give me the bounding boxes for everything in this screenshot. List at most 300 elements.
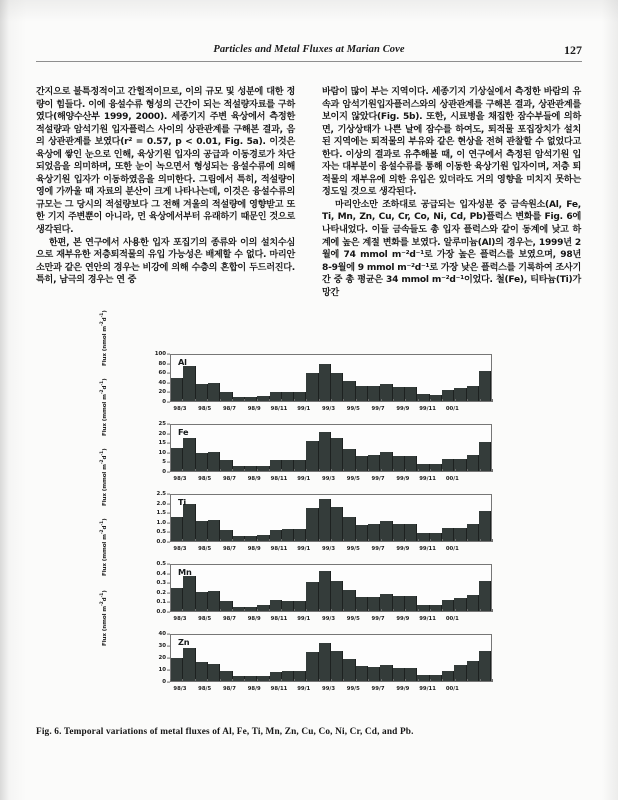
bar [430, 533, 442, 541]
x-tick-mark [442, 399, 443, 402]
bar [417, 533, 429, 541]
y-axis-label: Flux (nmol $m^{-2}d^{-1}$) [100, 590, 108, 646]
bar [319, 499, 331, 541]
x-tick-mark [182, 609, 183, 612]
x-tick-mark [244, 399, 245, 402]
x-tick-mark [195, 609, 196, 612]
x-tick-mark [306, 469, 307, 472]
bar [467, 455, 479, 471]
bar [393, 596, 405, 611]
bar [319, 364, 331, 401]
bar [356, 597, 368, 611]
x-tick-mark [319, 679, 320, 682]
bar [356, 456, 368, 471]
x-tick-mark [343, 469, 344, 472]
x-tick-label: 98/9 [247, 685, 261, 692]
x-tick-mark [319, 469, 320, 472]
x-tick-label: 98/5 [198, 475, 212, 482]
bar [417, 675, 429, 681]
x-tick-mark [195, 469, 196, 472]
x-tick-mark [232, 469, 233, 472]
y-tick-label: 0.2 [156, 589, 166, 596]
bar [245, 676, 257, 681]
x-tick-mark [455, 679, 456, 682]
bar [356, 525, 368, 541]
bar [257, 535, 269, 541]
y-tick-label: 0.4 [156, 570, 166, 577]
x-tick-mark [455, 609, 456, 612]
figure-6 [100, 310, 498, 720]
running-head-title: Particles and Metal Fluxes at Marian Cove [213, 44, 405, 55]
bar [479, 371, 491, 401]
bar [479, 442, 491, 471]
x-tick-label: 99/5 [346, 615, 360, 622]
bar [343, 381, 355, 401]
x-tick-mark [244, 539, 245, 542]
bar [196, 592, 208, 611]
paragraph: 간지으로 불특정적이고 간헐적이므로, 이의 규모 및 성분에 대한 정량이 힘들다. 이에 융설수류 형성의 근간이 되는 적설량자료를 구하였다(해양수산부 1999, 2000). 세종기지 주변 육상에서 측정한 적설량과 암석기원 입자플럭스 사이의 상관관계를 구해본 결과, 음의 상관관계를 보였다(r² = 0.57, p < 0.01, Fig. 5a). 이것은 육상에 쌓인 눈으로 인해, 육상기원 입자의 공급과 이동경로가 차단되었음을 의미하며, 또한 눈이 녹으면서 형성되는 융설수류에 의해 육상기원 입자가 이동하였음을 의미한다. 그림에서 특히, 적설량이 영에 가까울 때 자료의 분산이 크게 나타나는데, 이것은 융설수류의 규모는 그 당시의 적설량보다 그 전해 겨울의 적설량에 영향받고 또한 기지 주변뿐이 아니라, 먼 육상에서부터 유래하기 때문인 것으로 생각된다. [36, 87, 295, 236]
bar [220, 601, 232, 611]
x-tick-mark [480, 679, 481, 682]
x-tick-mark [232, 539, 233, 542]
bar [393, 456, 405, 471]
y-tick-label: 5 [162, 459, 166, 466]
x-tick-label: 98/7 [222, 615, 236, 622]
x-tick-mark [319, 609, 320, 612]
x-tick-mark [207, 609, 208, 612]
bar [282, 529, 294, 541]
bar [233, 536, 245, 541]
x-tick-mark [492, 399, 493, 402]
x-tick-mark [170, 469, 171, 472]
x-tick-mark [480, 469, 481, 472]
bar [282, 392, 294, 401]
y-axis-label: Flux (nmol $m^{-2}d^{-1}$) [100, 310, 108, 366]
x-tick-label: 99/3 [322, 475, 336, 482]
x-tick-mark [455, 469, 456, 472]
x-tick-label: 99/9 [396, 475, 410, 482]
bar [257, 466, 269, 471]
x-tick-mark [207, 469, 208, 472]
x-tick-label: 99/5 [346, 405, 360, 412]
x-tick-label: 98/11 [270, 545, 288, 552]
y-tick-label: 0 [162, 469, 166, 475]
x-tick-mark [418, 539, 419, 542]
x-tick-mark [232, 609, 233, 612]
bar [270, 530, 282, 541]
bar [208, 591, 220, 611]
bar [454, 459, 466, 471]
x-axis-ticks [170, 542, 492, 554]
bar [380, 665, 392, 681]
x-tick-mark [343, 399, 344, 402]
bar [306, 582, 318, 611]
x-tick-mark [294, 539, 295, 542]
bar-series [171, 495, 491, 541]
bar [405, 524, 417, 541]
x-tick-mark [306, 609, 307, 612]
bar [454, 528, 466, 541]
x-tick-mark [306, 679, 307, 682]
body-column-left [36, 86, 295, 287]
y-tick-label: 0.5 [156, 529, 166, 536]
x-tick-mark [455, 399, 456, 402]
x-tick-mark [442, 469, 443, 472]
bar [430, 675, 442, 681]
bar [183, 504, 195, 541]
y-tick-label: 80 [158, 360, 166, 367]
x-tick-label: 99/9 [396, 615, 410, 622]
x-tick-mark [467, 539, 468, 542]
bar [183, 648, 195, 681]
bar [319, 643, 331, 681]
x-tick-mark [442, 609, 443, 612]
x-tick-mark [405, 469, 406, 472]
x-tick-mark [368, 469, 369, 472]
x-tick-mark [182, 539, 183, 542]
x-tick-label: 99/5 [346, 685, 360, 692]
x-tick-mark [244, 609, 245, 612]
y-tick-label: 0.3 [156, 580, 166, 587]
bar [233, 466, 245, 471]
x-tick-label: 99/7 [371, 475, 385, 482]
x-axis-ticks [170, 472, 492, 484]
header-rule [36, 61, 582, 62]
x-tick-mark [492, 679, 493, 682]
bar [196, 662, 208, 681]
x-tick-label: 00/1 [445, 405, 459, 412]
bar [257, 605, 269, 611]
x-tick-mark [195, 399, 196, 402]
x-tick-mark [381, 609, 382, 612]
x-tick-mark [170, 539, 171, 542]
bar [270, 600, 282, 611]
x-tick-mark [343, 609, 344, 612]
x-tick-label: 98/11 [270, 475, 288, 482]
bar [171, 658, 183, 681]
x-tick-label: 98/11 [270, 685, 288, 692]
x-tick-mark [430, 469, 431, 472]
x-tick-mark [393, 469, 394, 472]
x-tick-mark [294, 609, 295, 612]
y-tick-label: 40 [158, 379, 166, 386]
bar [368, 597, 380, 611]
bar [183, 576, 195, 611]
x-tick-mark [281, 399, 282, 402]
x-tick-mark [418, 399, 419, 402]
x-tick-mark [343, 539, 344, 542]
x-tick-label: 98/5 [198, 405, 212, 412]
y-tick-label: 20 [158, 430, 166, 437]
x-tick-mark [232, 399, 233, 402]
x-tick-label: 99/9 [396, 545, 410, 552]
x-tick-label: 99/5 [346, 545, 360, 552]
bar [467, 595, 479, 611]
bar [405, 596, 417, 611]
bar [171, 588, 183, 611]
bar [294, 460, 306, 471]
plot-area [170, 424, 492, 472]
bar [208, 452, 220, 472]
bar [417, 605, 429, 611]
bar [294, 529, 306, 541]
y-tick-label: 15 [158, 440, 166, 447]
plot-area [170, 634, 492, 682]
bar [442, 600, 454, 611]
x-tick-label: 99/11 [419, 545, 436, 552]
bar [171, 448, 183, 471]
x-tick-mark [244, 679, 245, 682]
bar [220, 530, 232, 541]
y-tick-label: 0.0 [156, 609, 166, 615]
bar [368, 667, 380, 681]
x-tick-label: 98/5 [198, 615, 212, 622]
x-tick-label: 98/5 [198, 685, 212, 692]
x-tick-mark [356, 609, 357, 612]
bar [319, 571, 331, 611]
x-tick-mark [269, 469, 270, 472]
bar [245, 607, 257, 611]
x-tick-mark [331, 469, 332, 472]
bar [220, 392, 232, 401]
bar-series [171, 425, 491, 471]
x-tick-mark [294, 399, 295, 402]
x-tick-mark [405, 399, 406, 402]
bar [331, 651, 343, 681]
x-tick-mark [170, 609, 171, 612]
x-tick-mark [368, 399, 369, 402]
y-tick-label: 2.5 [156, 491, 166, 497]
x-tick-mark [220, 539, 221, 542]
bar [454, 388, 466, 401]
x-tick-mark [393, 609, 394, 612]
x-tick-mark [319, 399, 320, 402]
x-tick-label: 98/11 [270, 405, 288, 412]
bar [405, 668, 417, 681]
x-tick-label: 99/7 [371, 685, 385, 692]
y-tick-label: 2.0 [156, 500, 166, 507]
x-tick-mark [220, 469, 221, 472]
x-tick-label: 99/11 [419, 615, 436, 622]
bar [233, 676, 245, 681]
x-tick-label: 99/9 [396, 685, 410, 692]
y-axis-label: Flux (mmol $m^{-2}d^{-1}$) [100, 378, 108, 436]
x-tick-mark [356, 469, 357, 472]
bar [405, 456, 417, 471]
x-tick-mark [257, 679, 258, 682]
x-tick-mark [418, 469, 419, 472]
x-tick-mark [480, 539, 481, 542]
bar [331, 507, 343, 541]
x-tick-mark [170, 679, 171, 682]
x-tick-label: 99/3 [322, 545, 336, 552]
series-label: Ti [178, 497, 186, 507]
y-tick-label: 0.5 [156, 561, 166, 567]
bar [405, 387, 417, 401]
x-tick-label: 00/1 [445, 475, 459, 482]
bar [454, 598, 466, 611]
x-tick-label: 99/1 [297, 475, 311, 482]
x-tick-mark [220, 399, 221, 402]
x-tick-mark [368, 679, 369, 682]
x-tick-label: 99/7 [371, 545, 385, 552]
paragraph: 한편, 본 연구에서 사용한 입자 포집기의 종류와 이의 설치수심으로 재부유한 저층퇴적물의 유입 가능성은 배제할 수 없다. 마리안 소만과 같은 연안의 경우는 비강에 의해 수층의 혼합이 두드러진다. 특히, 남극의 경우는 연 중 [36, 237, 295, 286]
x-tick-label: 98/3 [173, 685, 187, 692]
bar [343, 590, 355, 611]
bar [270, 672, 282, 681]
plot-area [170, 354, 492, 402]
bar [393, 524, 405, 541]
x-tick-mark [220, 679, 221, 682]
bar [430, 395, 442, 401]
x-tick-label: 98/9 [247, 475, 261, 482]
bar [430, 605, 442, 611]
x-tick-label: 98/7 [222, 405, 236, 412]
y-tick-label: 30 [158, 643, 166, 649]
x-tick-label: 99/5 [346, 475, 360, 482]
x-axis-ticks [170, 612, 492, 624]
bar [294, 671, 306, 681]
y-tick-label: 25 [158, 421, 166, 427]
y-tick-label: 0.1 [156, 599, 166, 606]
y-tick-label: 1.0 [156, 519, 166, 526]
x-tick-mark [331, 679, 332, 682]
x-tick-label: 99/1 [297, 545, 311, 552]
x-tick-mark [405, 609, 406, 612]
x-tick-label: 99/3 [322, 405, 336, 412]
y-tick-label: 10 [158, 449, 166, 456]
x-tick-mark [492, 609, 493, 612]
bar [183, 366, 195, 401]
x-tick-label: 99/3 [322, 685, 336, 692]
x-tick-mark [356, 399, 357, 402]
x-tick-mark [281, 469, 282, 472]
x-tick-mark [257, 609, 258, 612]
y-tick-label: 0 [162, 399, 166, 405]
x-tick-label: 99/1 [297, 405, 311, 412]
bar [331, 438, 343, 471]
bar [380, 384, 392, 401]
x-tick-mark [257, 539, 258, 542]
x-tick-label: 98/7 [222, 545, 236, 552]
bar [442, 390, 454, 402]
bar [306, 508, 318, 541]
x-tick-mark [281, 679, 282, 682]
bar [479, 511, 491, 541]
x-tick-mark [319, 539, 320, 542]
bar-series [171, 635, 491, 681]
x-tick-label: 99/1 [297, 615, 311, 622]
chart-panel-zn [100, 590, 498, 702]
x-tick-mark [492, 469, 493, 472]
bar [368, 524, 380, 541]
bar [417, 464, 429, 471]
x-tick-mark [405, 679, 406, 682]
x-tick-label: 99/3 [322, 615, 336, 622]
x-tick-mark [356, 539, 357, 542]
x-tick-label: 98/3 [173, 545, 187, 552]
y-tick-label: 1.5 [156, 510, 166, 517]
bar [294, 392, 306, 401]
bar [343, 659, 355, 681]
x-tick-mark [430, 539, 431, 542]
bar-series [171, 355, 491, 401]
x-tick-mark [430, 609, 431, 612]
x-tick-mark [182, 469, 183, 472]
bar [282, 460, 294, 471]
bar [257, 676, 269, 681]
x-tick-mark [368, 609, 369, 612]
x-tick-mark [195, 679, 196, 682]
running-head [36, 44, 582, 66]
x-tick-label: 00/1 [445, 615, 459, 622]
x-tick-mark [393, 539, 394, 542]
bar [208, 383, 220, 401]
y-tick-label: 20 [158, 389, 166, 396]
x-tick-mark [269, 539, 270, 542]
x-tick-mark [269, 679, 270, 682]
x-tick-mark [306, 539, 307, 542]
x-tick-label: 99/1 [297, 685, 311, 692]
x-tick-label: 99/11 [419, 405, 436, 412]
bar [270, 392, 282, 401]
y-axis-label: Flux (mmol $m^{-2}d^{-1}$) [100, 518, 108, 576]
bar [208, 664, 220, 681]
x-tick-label: 99/9 [396, 405, 410, 412]
x-tick-mark [269, 399, 270, 402]
x-tick-label: 00/1 [445, 545, 459, 552]
x-tick-mark [467, 679, 468, 682]
figure-caption: Fig. 6. Temporal variations of metal fluxes of Al, Fe, Ti, Mn, Zn, Cu, Co, Ni, Cr, Cd, and Pb. [36, 727, 414, 737]
bar [417, 394, 429, 401]
bar [343, 517, 355, 541]
x-tick-mark [381, 469, 382, 472]
x-tick-mark [207, 399, 208, 402]
x-tick-label: 98/3 [173, 475, 187, 482]
x-tick-mark [442, 539, 443, 542]
y-tick-label: 20 [158, 655, 166, 661]
x-tick-mark [418, 609, 419, 612]
bar [196, 384, 208, 401]
x-tick-label: 99/11 [419, 475, 436, 482]
x-tick-mark [281, 609, 282, 612]
bar-series [171, 565, 491, 611]
bar [442, 671, 454, 681]
bar [183, 438, 195, 471]
x-tick-mark [182, 679, 183, 682]
x-tick-label: 98/9 [247, 545, 261, 552]
x-tick-mark [492, 539, 493, 542]
bar [380, 521, 392, 541]
bar [306, 373, 318, 401]
x-tick-mark [467, 469, 468, 472]
series-label: Zn [178, 637, 190, 647]
x-tick-mark [220, 609, 221, 612]
x-tick-mark [455, 539, 456, 542]
bar [220, 460, 232, 471]
bar [245, 466, 257, 471]
series-label: Mn [178, 567, 192, 577]
x-tick-label: 98/7 [222, 685, 236, 692]
bar [393, 668, 405, 681]
bar [331, 373, 343, 401]
bar [467, 524, 479, 541]
bar [270, 460, 282, 471]
bar [220, 671, 232, 681]
x-axis-ticks [170, 402, 492, 414]
y-tick-label: 10 [158, 667, 166, 673]
bar [282, 671, 294, 681]
